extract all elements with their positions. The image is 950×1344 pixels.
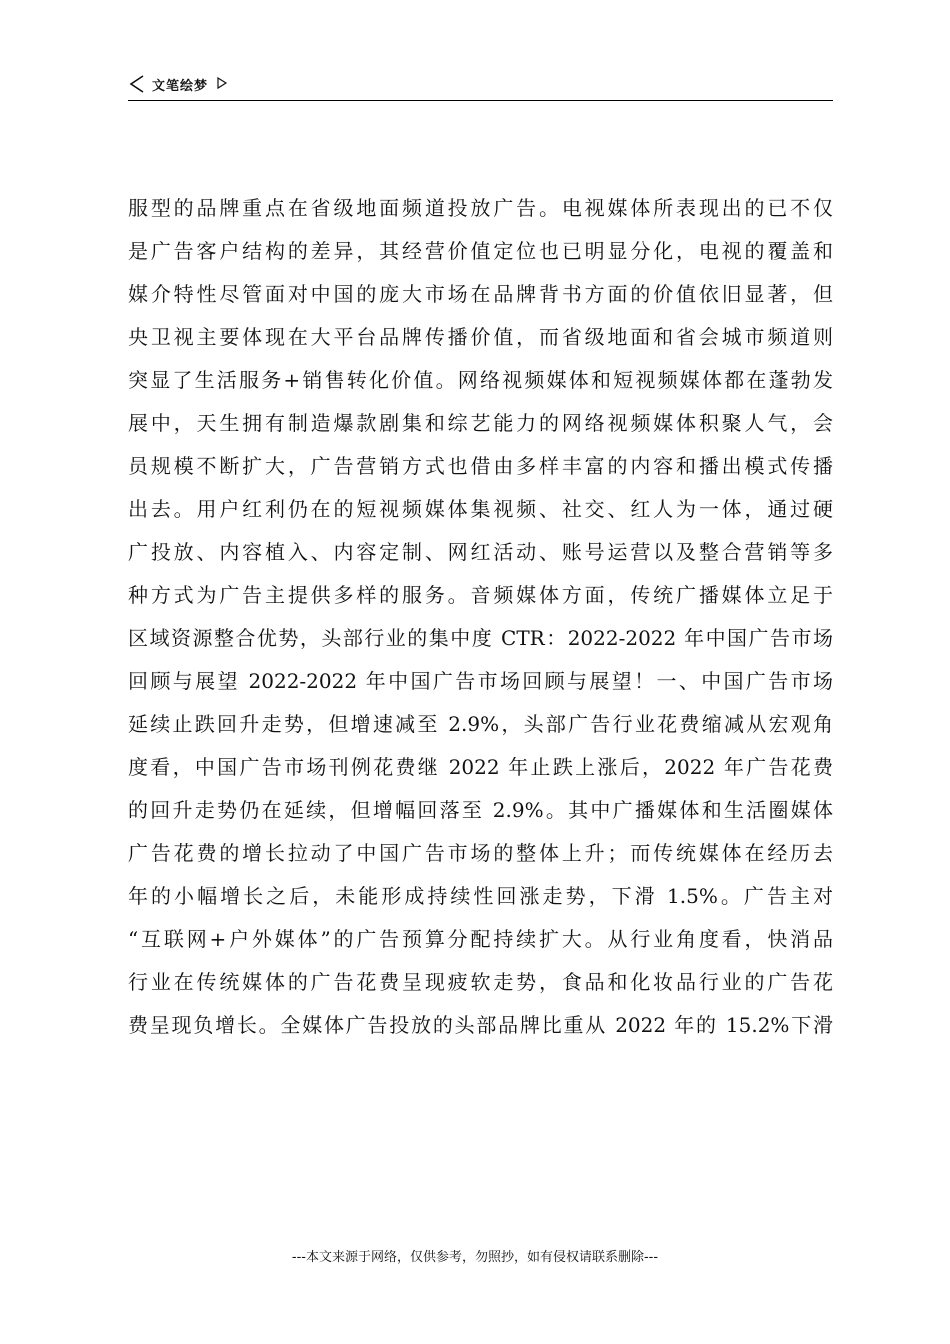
body-text-line: 广告花费的增长拉动了中国广告市场的整体上升；而传统媒体在经历去 [128,841,833,865]
body-text-line: 延续止跌回升走势，但增速减至 2.9%，头部广告行业花费缩减从宏观角 [128,712,833,736]
body-text-line: 年的小幅增长之后，未能形成持续性回涨走势，下滑 1.5%。广告主对 [128,884,833,908]
header-title: 文笔绘梦 [152,79,209,94]
body-text-line: 突显了生活服务+销售转化价值。网络视频媒体和短视频媒体都在蓬勃发 [128,368,833,392]
page-header [128,72,833,101]
left-triangle-icon [128,74,146,94]
body-text-line: 行业在传统媒体的广告花费呈现疲软走势，食品和化妆品行业的广告花 [128,970,833,994]
footer-disclaimer: ---本文来源于网络，仅供参考，勿照抄，如有侵权请联系删除--- [291,1250,659,1265]
body-text-line: 的回升走势仍在延续，但增幅回落至 2.9%。其中广播媒体和生活圈媒体 [128,798,833,822]
body-text-line: 出去。用户红利仍在的短视频媒体集视频、社交、红人为一体，通过硬 [128,497,833,521]
body-text-line: 区域资源整合优势，头部行业的集中度 CTR：2022-2022 年中国广告市场 [128,626,833,650]
body-text-line: 费呈现负增长。全媒体广告投放的头部品牌比重从 2022 年的 15.2%下滑 [128,1013,833,1037]
body-text-line: 服型的品牌重点在省级地面频道投放广告。电视媒体所表现出的已不仅 [128,196,833,220]
body-text-line: “互联网+户外媒体”的广告预算分配持续扩大。从行业角度看，快消品 [128,927,833,951]
document-body [128,187,833,1047]
right-triangle-icon [216,76,228,90]
body-text-line: 员规模不断扩大，广告营销方式也借由多样丰富的内容和播出模式传播 [128,454,833,478]
body-text-line: 广投放、内容植入、内容定制、网红活动、账号运营以及整合营销等多 [128,540,833,564]
body-text-line: 央卫视主要体现在大平台品牌传播价值，而省级地面和省会城市频道则 [128,325,833,349]
body-text-line: 是广告客户结构的差异，其经营价值定位也已明显分化，电视的覆盖和 [128,239,833,263]
body-text-line: 回顾与展望 2022-2022 年中国广告市场回顾与展望！一、中国广告市场 [128,669,833,693]
body-text-line: 度看，中国广告市场刊例花费继 2022 年止跌上涨后，2022 年广告花费 [128,755,833,779]
body-text-line: 展中，天生拥有制造爆款剧集和综艺能力的网络视频媒体积聚人气，会 [128,411,833,435]
body-text-line: 种方式为广告主提供多样的服务。音频媒体方面，传统广播媒体立足于 [128,583,833,607]
body-text-line: 媒介特性尽管面对中国的庞大市场在品牌背书方面的价值依旧显著，但 [128,282,833,306]
